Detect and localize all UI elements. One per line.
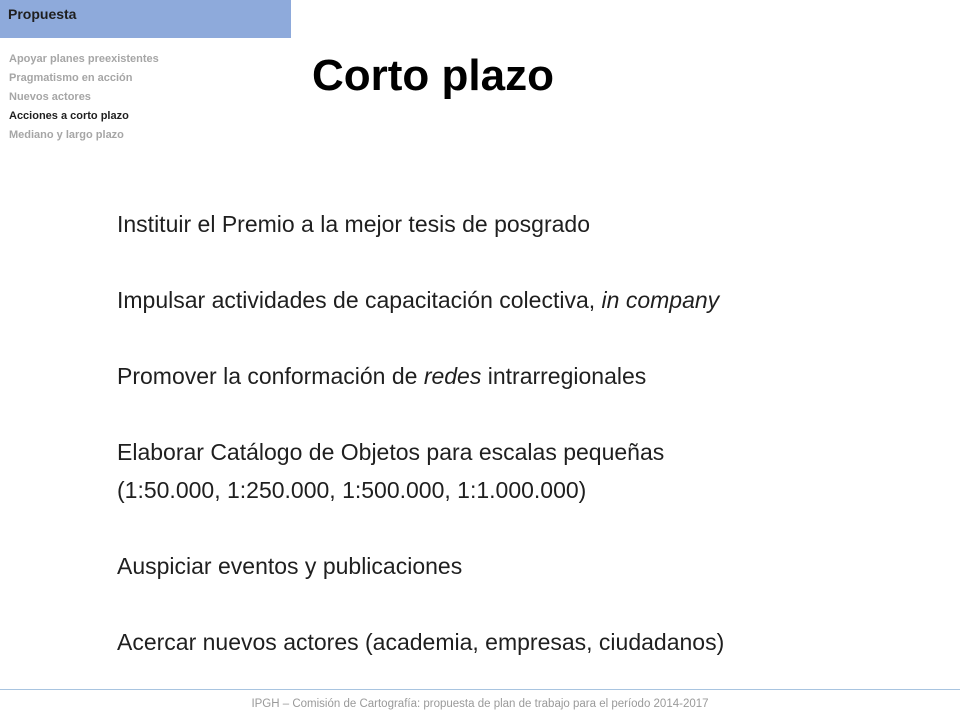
action-item-actores: Acercar nuevos actores (academia, empresas, ciudadanos) xyxy=(117,629,725,655)
section-nav xyxy=(9,50,159,145)
emphasis-redes: redes xyxy=(423,363,482,389)
section-label: Propuesta xyxy=(8,6,77,22)
slide-title: Corto plazo xyxy=(312,51,554,100)
action-item-catalogo: Elaborar Catálogo de Objetos para escalas pequeñas (1:50.000, 1:250.000, 1:500.000, 1:1.000.000) xyxy=(117,433,917,509)
action-item-redes: Promover la conformación de redes intrarregionales xyxy=(117,363,647,389)
emphasis-in-company: in company xyxy=(601,287,720,313)
action-item-premio: Instituir el Premio a la mejor tesis de posgrado xyxy=(117,211,590,237)
action-list xyxy=(117,205,917,661)
nav-item-corto-plazo[interactable]: Acciones a corto plazo xyxy=(9,110,129,122)
nav-item-apoyar[interactable]: Apoyar planes preexistentes xyxy=(9,53,159,65)
nav-item-nuevos-actores[interactable]: Nuevos actores xyxy=(9,91,91,103)
action-item-capacitacion: Impulsar actividades de capacitación colectiva, in company xyxy=(117,287,720,313)
action-item-eventos: Auspiciar eventos y publicaciones xyxy=(117,553,463,579)
nav-item-pragmatismo[interactable]: Pragmatismo en acción xyxy=(9,72,133,84)
footer-divider xyxy=(0,689,960,690)
nav-item-mediano-largo[interactable]: Mediano y largo plazo xyxy=(9,129,124,141)
section-tab xyxy=(0,0,291,38)
scales-line: (1:50.000, 1:250.000, 1:500.000, 1:1.000.000) xyxy=(117,477,587,503)
footer-text: IPGH – Comisión de Cartografía: propuesta de plan de trabajo para el período 2014-2017 xyxy=(251,698,709,710)
